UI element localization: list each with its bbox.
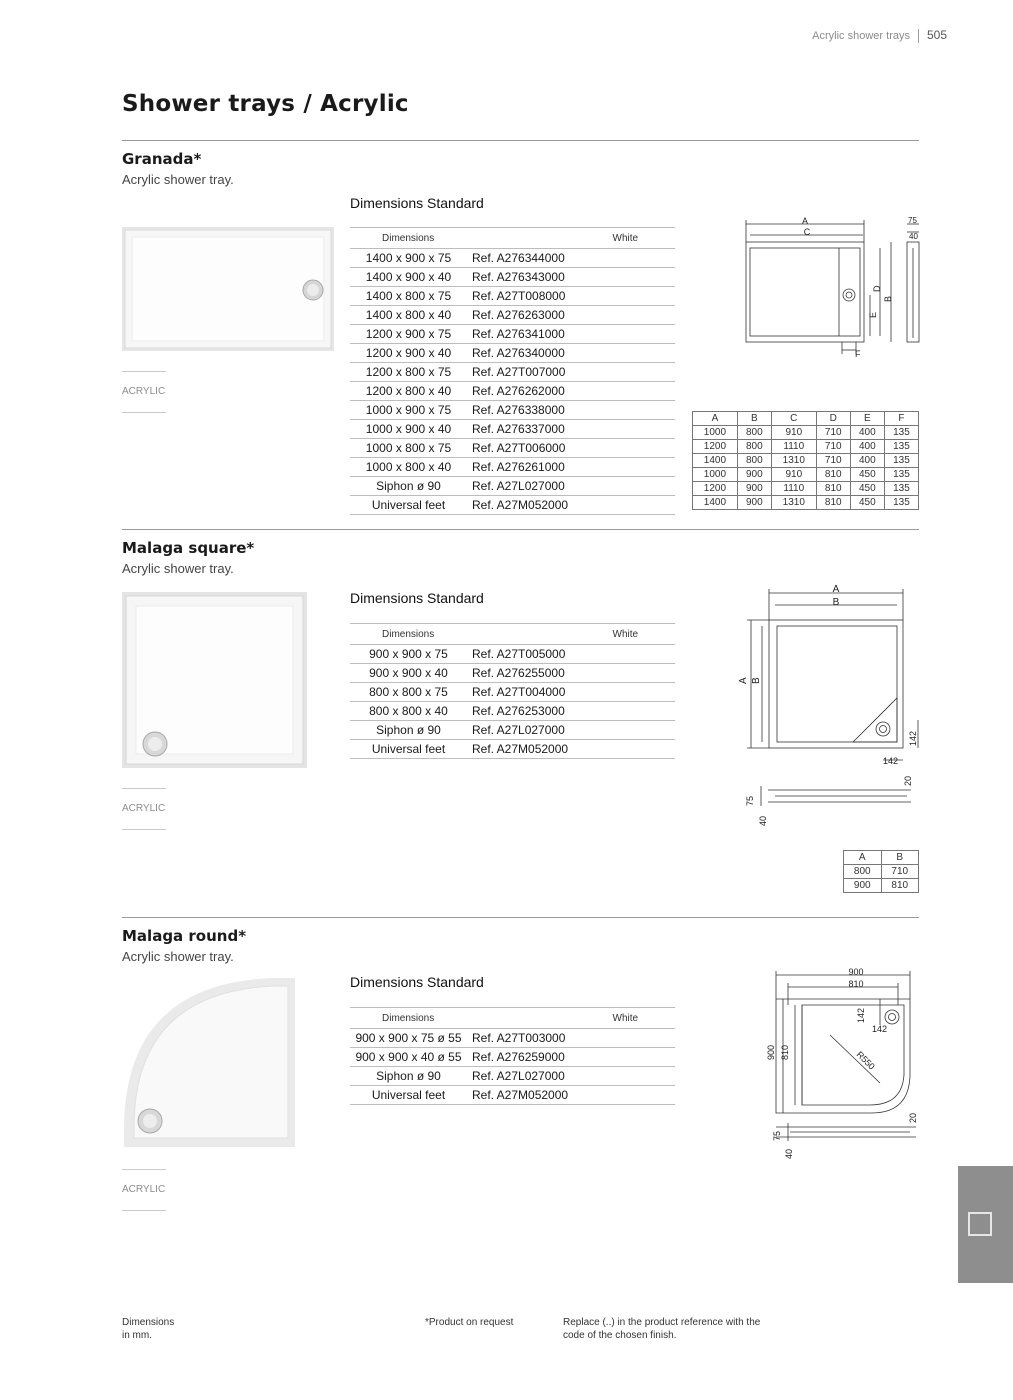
spec-cell: 1200 [693, 440, 738, 454]
footer-replace-note [563, 1316, 760, 1342]
table-header-row [350, 1008, 675, 1029]
row-white-cell [583, 249, 676, 268]
row-reference: Ref. A27T004000 [467, 683, 583, 702]
spec-row [844, 879, 919, 893]
dim-label-40: 40 [758, 815, 768, 826]
footer-dimensions-line-1: Dimensions [122, 1317, 175, 1328]
row-white-cell [583, 1029, 676, 1048]
row-dimension: 900 x 900 x 75 ø 55 [350, 1029, 467, 1048]
granada-spec-table [692, 411, 919, 510]
spec-cell: 135 [884, 496, 918, 510]
row-white-cell [583, 268, 676, 287]
row-white-cell [583, 439, 676, 458]
malaga-round-tray-photo [122, 976, 297, 1149]
row-dimension: Universal feet [350, 740, 467, 759]
dim-label-142-vertical: 142 [908, 730, 918, 746]
row-white-cell [583, 344, 676, 363]
row-white-cell [583, 401, 676, 420]
spec-cell: 810 [816, 496, 850, 510]
spec-col-b: B [881, 851, 919, 865]
product-name-granada: Granada* [122, 150, 202, 168]
table-row [350, 325, 675, 344]
dim-label-b-vertical: B [751, 677, 762, 684]
page-title: Shower trays / Acrylic [122, 91, 409, 117]
granada-technical-drawing [735, 212, 925, 372]
granada-tray-photo [122, 227, 334, 351]
table-row [350, 344, 675, 363]
malaga-square-spec-table [843, 850, 919, 893]
row-reference: Ref. A27T006000 [467, 439, 583, 458]
col-dimensions-header: Dimensions [350, 624, 583, 645]
spec-cell: 1110 [771, 482, 816, 496]
spec-cell: 135 [884, 482, 918, 496]
spec-cell: 900 [844, 879, 882, 893]
material-text: ACRYLIC [122, 386, 166, 397]
table-row [350, 439, 675, 458]
row-white-cell [583, 363, 676, 382]
row-dimension: 900 x 900 x 75 [350, 645, 467, 664]
spec-col-c: C [771, 412, 816, 426]
row-dimension: 800 x 800 x 40 [350, 702, 467, 721]
row-white-cell [583, 477, 676, 496]
row-reference: Ref. A276263000 [467, 306, 583, 325]
running-header [812, 28, 947, 43]
product-subtitle-granada: Acrylic shower tray. [122, 172, 234, 187]
dim-label-radius: R550 [854, 1049, 877, 1072]
footer-dimensions-note [122, 1316, 174, 1342]
dim-label-e: E [868, 311, 878, 318]
row-dimension: Siphon ø 90 [350, 1067, 467, 1086]
row-white-cell [583, 702, 676, 721]
spec-cell: 910 [771, 426, 816, 440]
spec-cell: 135 [884, 468, 918, 482]
row-reference: Ref. A276340000 [467, 344, 583, 363]
spec-cell: 1000 [693, 426, 738, 440]
spec-cell: 1400 [693, 496, 738, 510]
dim-label-40: 40 [909, 232, 918, 241]
dim-label-b: B [832, 597, 840, 608]
table-row [350, 702, 675, 721]
dim-label-900: 900 [848, 967, 864, 977]
footer-request-note: *Product on request [425, 1317, 514, 1328]
row-dimension: Universal feet [350, 496, 467, 515]
table-row [350, 496, 675, 515]
table-row [350, 382, 675, 401]
spec-row [693, 426, 919, 440]
row-white-cell [583, 645, 676, 664]
row-reference: Ref. A276341000 [467, 325, 583, 344]
table-row [350, 664, 675, 683]
row-white-cell [583, 458, 676, 477]
row-dimension: Siphon ø 90 [350, 477, 467, 496]
row-dimension: 1200 x 800 x 40 [350, 382, 467, 401]
spec-cell: 900 [737, 496, 771, 510]
row-dimension: 900 x 900 x 40 ø 55 [350, 1048, 467, 1067]
col-dimensions-header: Dimensions [350, 1008, 583, 1029]
chapter-tab [958, 1166, 1013, 1283]
spec-cell: 810 [816, 468, 850, 482]
row-dimension: 900 x 900 x 40 [350, 664, 467, 683]
spec-col-b: B [737, 412, 771, 426]
dim-label-810-vertical: 810 [780, 1044, 790, 1060]
table-row [350, 401, 675, 420]
spec-cell: 400 [850, 454, 884, 468]
row-reference: Ref. A276337000 [467, 420, 583, 439]
dim-label-a: A [832, 584, 840, 595]
row-white-cell [583, 1086, 676, 1105]
spec-cell: 135 [884, 426, 918, 440]
row-reference: Ref. A27M052000 [467, 496, 583, 515]
spec-cell: 710 [816, 440, 850, 454]
row-reference: Ref. A27L027000 [467, 721, 583, 740]
dim-label-d: D [872, 285, 882, 292]
dim-label-900-vertical: 900 [766, 1044, 776, 1060]
dim-label-142: 142 [872, 1024, 888, 1034]
spec-cell: 1000 [693, 468, 738, 482]
spec-cell: 400 [850, 440, 884, 454]
row-white-cell [583, 306, 676, 325]
footer-replace-line-2: code of the chosen finish. [563, 1330, 677, 1341]
spec-cell: 800 [737, 426, 771, 440]
spec-cell: 800 [737, 454, 771, 468]
table-row [350, 477, 675, 496]
spec-header-row [693, 412, 919, 426]
dim-label-c: C [803, 227, 811, 237]
table-row [350, 287, 675, 306]
material-label-malaga-square [122, 788, 166, 830]
material-text: ACRYLIC [122, 1184, 166, 1195]
table-row [350, 645, 675, 664]
square-tray-icon [968, 1212, 992, 1236]
material-rule-bottom [122, 412, 166, 413]
spec-row [693, 496, 919, 510]
row-white-cell [583, 287, 676, 306]
table-row [350, 458, 675, 477]
row-dimension: 1200 x 900 x 75 [350, 325, 467, 344]
product-subtitle-malaga-round: Acrylic shower tray. [122, 949, 234, 964]
section-divider [122, 140, 919, 141]
row-white-cell [583, 740, 676, 759]
row-white-cell [583, 325, 676, 344]
row-white-cell [583, 683, 676, 702]
table-header-row [350, 228, 675, 249]
row-dimension: 1400 x 800 x 40 [350, 306, 467, 325]
malaga-square-tray-photo [122, 592, 307, 768]
row-dimension: 1200 x 800 x 75 [350, 363, 467, 382]
spec-cell: 135 [884, 440, 918, 454]
row-dimension: 800 x 800 x 75 [350, 683, 467, 702]
row-reference: Ref. A27T007000 [467, 363, 583, 382]
granada-product-table [350, 227, 675, 515]
product-name-malaga-square: Malaga square* [122, 539, 255, 557]
spec-cell: 450 [850, 496, 884, 510]
spec-cell: 910 [771, 468, 816, 482]
row-dimension: 1000 x 800 x 75 [350, 439, 467, 458]
dimensions-title-malaga-round: Dimensions Standard [350, 974, 484, 990]
dim-label-142: 142 [883, 756, 899, 766]
spec-row [693, 468, 919, 482]
spec-cell: 1110 [771, 440, 816, 454]
section-label: Acrylic shower trays [812, 30, 910, 42]
col-white-header: White [583, 228, 676, 249]
table-row [350, 420, 675, 439]
spec-cell: 710 [816, 426, 850, 440]
row-reference: Ref. A276259000 [467, 1048, 583, 1067]
page-number: 505 [926, 28, 947, 42]
dim-label-75: 75 [772, 1130, 782, 1141]
spec-cell: 810 [816, 482, 850, 496]
spec-cell: 900 [737, 482, 771, 496]
spec-col-e: E [850, 412, 884, 426]
table-header-row [350, 624, 675, 645]
row-reference: Ref. A27M052000 [467, 740, 583, 759]
spec-cell: 800 [737, 440, 771, 454]
table-row [350, 740, 675, 759]
spec-cell: 1310 [771, 496, 816, 510]
dim-label-75: 75 [908, 216, 917, 225]
row-dimension: 1000 x 900 x 75 [350, 401, 467, 420]
material-text: ACRYLIC [122, 803, 166, 814]
spec-cell: 1310 [771, 454, 816, 468]
spec-row [693, 482, 919, 496]
row-reference: Ref. A276262000 [467, 382, 583, 401]
table-row [350, 363, 675, 382]
row-reference: Ref. A27T008000 [467, 287, 583, 306]
dim-label-a: A [801, 216, 809, 226]
row-white-cell [583, 664, 676, 683]
footer-dimensions-line-2: in mm. [122, 1330, 152, 1341]
dim-label-142-vertical: 142 [856, 1007, 866, 1023]
material-rule-bottom [122, 829, 166, 830]
material-label-granada [122, 371, 166, 413]
spec-col-a: A [844, 851, 882, 865]
dim-label-f: F [855, 349, 861, 359]
spec-cell: 1200 [693, 482, 738, 496]
material-rule-bottom [122, 1210, 166, 1211]
row-reference: Ref. A276261000 [467, 458, 583, 477]
row-reference: Ref. A276338000 [467, 401, 583, 420]
spec-header-row [844, 851, 919, 865]
dim-label-a-vertical: A [738, 677, 749, 684]
spec-row [693, 454, 919, 468]
table-row [350, 683, 675, 702]
row-white-cell [583, 496, 676, 515]
row-reference: Ref. A276344000 [467, 249, 583, 268]
section-divider [122, 529, 919, 530]
row-dimension: 1200 x 900 x 40 [350, 344, 467, 363]
row-reference: Ref. A276253000 [467, 702, 583, 721]
malaga-square-technical-drawing [735, 580, 925, 830]
section-divider [122, 917, 919, 918]
spec-col-a: A [693, 412, 738, 426]
row-dimension: 1400 x 800 x 75 [350, 287, 467, 306]
spec-cell: 710 [881, 865, 919, 879]
dimensions-title-malaga-square: Dimensions Standard [350, 590, 484, 606]
row-dimension: Universal feet [350, 1086, 467, 1105]
dim-label-810: 810 [848, 979, 864, 989]
product-subtitle-malaga-square: Acrylic shower tray. [122, 561, 234, 576]
table-row [350, 268, 675, 287]
table-row [350, 306, 675, 325]
malaga-square-product-table [350, 623, 675, 759]
spec-cell: 135 [884, 454, 918, 468]
row-dimension: 1000 x 900 x 40 [350, 420, 467, 439]
table-row [350, 1086, 675, 1105]
row-reference: Ref. A276343000 [467, 268, 583, 287]
row-white-cell [583, 1067, 676, 1086]
material-label-malaga-round [122, 1169, 166, 1211]
row-reference: Ref. A27M052000 [467, 1086, 583, 1105]
row-dimension: 1400 x 900 x 75 [350, 249, 467, 268]
row-reference: Ref. A27L027000 [467, 477, 583, 496]
dim-label-40: 40 [784, 1148, 794, 1159]
table-row [350, 1048, 675, 1067]
dimensions-title-granada: Dimensions Standard [350, 195, 484, 211]
dim-label-b: B [883, 295, 893, 302]
row-white-cell [583, 420, 676, 439]
col-white-header: White [583, 1008, 676, 1029]
spec-cell: 710 [816, 454, 850, 468]
row-dimension: 1000 x 800 x 40 [350, 458, 467, 477]
header-separator [918, 29, 919, 43]
dim-label-75: 75 [745, 795, 755, 806]
footer-replace-line-1: Replace (..) in the product reference with the [563, 1317, 761, 1328]
spec-cell: 450 [850, 482, 884, 496]
spec-row [693, 440, 919, 454]
malaga-round-product-table [350, 1007, 675, 1105]
table-row [350, 721, 675, 740]
row-white-cell [583, 382, 676, 401]
dim-label-20: 20 [903, 775, 913, 786]
spec-col-d: D [816, 412, 850, 426]
spec-cell: 400 [850, 426, 884, 440]
row-white-cell [583, 1048, 676, 1067]
spec-row [844, 865, 919, 879]
spec-cell: 900 [737, 468, 771, 482]
spec-cell: 800 [844, 865, 882, 879]
table-row [350, 1067, 675, 1086]
row-reference: Ref. A27L027000 [467, 1067, 583, 1086]
row-dimension: 1400 x 900 x 40 [350, 268, 467, 287]
col-dimensions-header: Dimensions [350, 228, 583, 249]
row-dimension: Siphon ø 90 [350, 721, 467, 740]
dim-label-20: 20 [908, 1112, 918, 1123]
row-reference: Ref. A27T005000 [467, 645, 583, 664]
product-name-malaga-round: Malaga round* [122, 927, 247, 945]
col-white-header: White [583, 624, 676, 645]
row-reference: Ref. A276255000 [467, 664, 583, 683]
row-reference: Ref. A27T003000 [467, 1029, 583, 1048]
malaga-round-technical-drawing [760, 965, 925, 1165]
table-row [350, 1029, 675, 1048]
row-white-cell [583, 721, 676, 740]
spec-cell: 810 [881, 879, 919, 893]
spec-col-f: F [884, 412, 918, 426]
table-row [350, 249, 675, 268]
spec-cell: 1400 [693, 454, 738, 468]
spec-cell: 450 [850, 468, 884, 482]
